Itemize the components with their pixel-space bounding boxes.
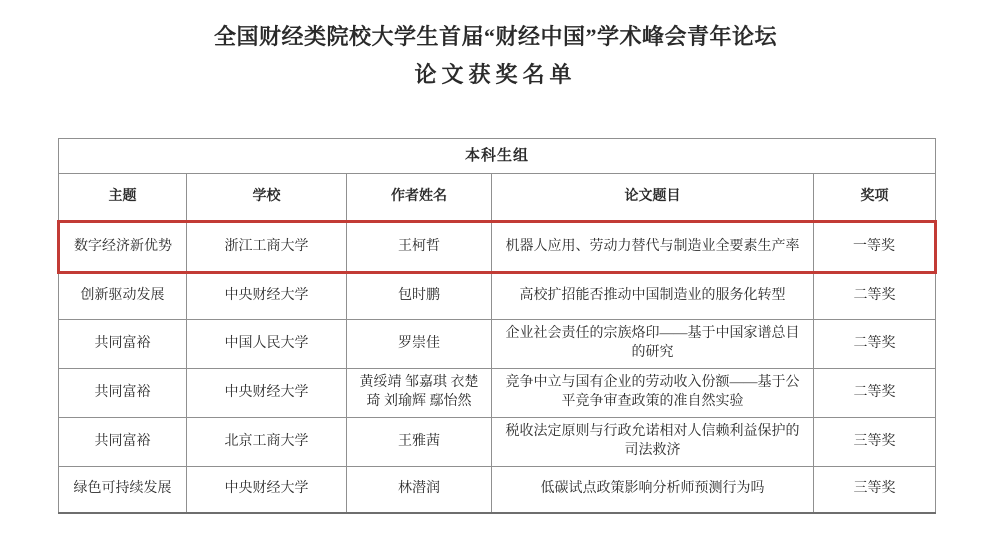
table-body — [59, 222, 936, 513]
table-row — [59, 273, 936, 320]
cell-award: 三等奖 — [814, 418, 936, 467]
section-header: 本科生组 — [59, 139, 936, 174]
cell-theme: 共同富裕 — [59, 418, 187, 467]
cell-award: 二等奖 — [814, 273, 936, 320]
cell-paper-title: 低碳试点政策影响分析师预测行为吗 — [492, 467, 814, 513]
cell-theme: 共同富裕 — [59, 320, 187, 369]
cell-award: 二等奖 — [814, 320, 936, 369]
document-title — [57, 24, 934, 89]
cell-award: 一等奖 — [814, 222, 936, 273]
cell-theme: 绿色可持续发展 — [59, 467, 187, 513]
award-table — [57, 138, 937, 514]
table-row — [59, 467, 936, 513]
cell-authors: 包时鹏 — [347, 273, 492, 320]
cell-school: 中央财经大学 — [187, 467, 347, 513]
column-header-theme: 主题 — [59, 174, 187, 222]
cell-authors: 王柯哲 — [347, 222, 492, 273]
cell-school: 浙江工商大学 — [187, 222, 347, 273]
cell-theme: 创新驱动发展 — [59, 273, 187, 320]
column-header-school: 学校 — [187, 174, 347, 222]
column-header-paper-title: 论文题目 — [492, 174, 814, 222]
cell-paper-title: 竞争中立与国有企业的劳动收入份额——基于公平竞争审查政策的准自然实验 — [492, 369, 814, 418]
cell-award: 二等奖 — [814, 369, 936, 418]
cell-authors: 黄绥靖 邹嘉琪 衣楚琦 刘瑜辉 鄢怡然 — [347, 369, 492, 418]
table-section-row — [59, 139, 936, 174]
cell-school: 中国人民大学 — [187, 320, 347, 369]
column-header-award: 奖项 — [814, 174, 936, 222]
cell-authors: 罗崇佳 — [347, 320, 492, 369]
cell-paper-title: 机器人应用、劳动力替代与制造业全要素生产率 — [492, 222, 814, 273]
cell-paper-title: 税收法定原则与行政允诺相对人信赖利益保护的司法救济 — [492, 418, 814, 467]
column-header-authors: 作者姓名 — [347, 174, 492, 222]
table-header-row — [59, 174, 936, 222]
document-title-line2: 论文获奖名单 — [414, 62, 577, 88]
cell-theme: 共同富裕 — [59, 369, 187, 418]
cell-authors: 林潜润 — [347, 467, 492, 513]
cell-school: 中央财经大学 — [187, 273, 347, 320]
table-row — [59, 369, 936, 418]
cell-school: 北京工商大学 — [187, 418, 347, 467]
cell-paper-title: 企业社会责任的宗族烙印——基于中国家谱总目的研究 — [492, 320, 814, 369]
table-row — [59, 320, 936, 369]
cell-paper-title: 高校扩招能否推动中国制造业的服务化转型 — [492, 273, 814, 320]
cell-theme: 数字经济新优势 — [59, 222, 187, 273]
cell-school: 中央财经大学 — [187, 369, 347, 418]
table-row — [59, 222, 936, 273]
table-row — [59, 418, 936, 467]
cell-award: 三等奖 — [814, 467, 936, 513]
cell-authors: 王雅茜 — [347, 418, 492, 467]
document-title-line1: 全国财经类院校大学生首届“财经中国”学术峰会青年论坛 — [213, 24, 777, 49]
